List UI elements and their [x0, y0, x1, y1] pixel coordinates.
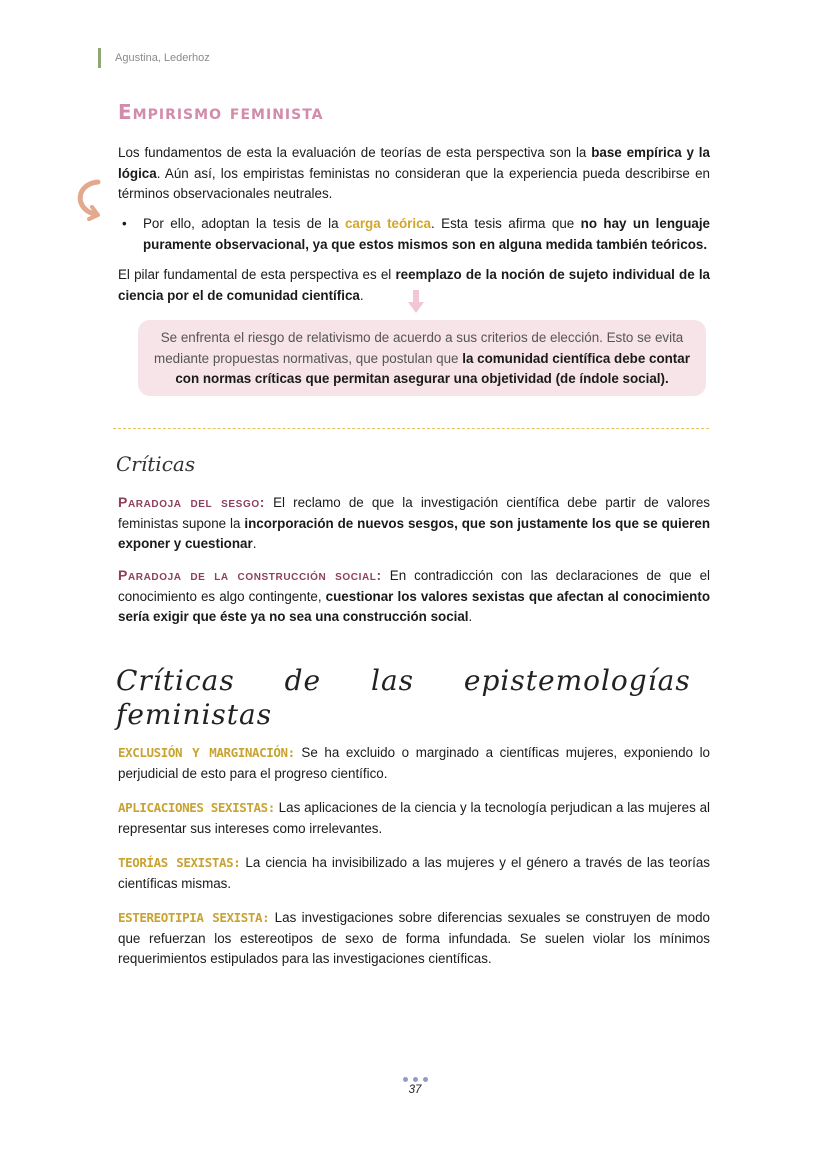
- epistemology-item: ESTEREOTIPIA SEXISTA: Las investigaciones sobre diferencias sexuales se construyen de modo que refuerzan los estereotipos de sexo de forma infundada. Se suelen violar los mínimos requerimientos estipulados para las investigaciones científicas.: [118, 910, 710, 966]
- divider: [113, 428, 709, 429]
- criticas-heading: Críticas: [116, 452, 196, 476]
- highlight-term: carga teórica: [344, 216, 432, 231]
- critique-label: Paradoja del sesgo:: [118, 494, 265, 510]
- critique-item: Paradoja del sesgo: El reclamo de que la investigación científica debe partir de valores feministas supone la incorporación de nuevos sesgos, que son justamente los que se quieren exponer y cuestionar.: [118, 494, 710, 551]
- curved-arrow-icon: [72, 176, 106, 222]
- list-item: • Por ello, adoptan la tesis de la carga teórica. Esta tesis afirma que no hay un lenguaje puramente observacional, ya que estos mismos son en alguna medida también teóricos.: [122, 216, 710, 252]
- item-label: APLICACIONES SEXISTAS:: [118, 800, 275, 815]
- bullet-icon: •: [122, 216, 127, 231]
- epistemology-item: APLICACIONES SEXISTAS: Las aplicaciones de la ciencia y la tecnología perjudican a las mujeres al representar sus intereses como irrelevantes.: [118, 800, 710, 836]
- pillar-paragraph: El pilar fundamental de esta perspectiva es el reemplazo de la noción de sujeto individual de la ciencia por el de comunidad científica.: [118, 267, 711, 303]
- epistemologias-heading: Críticas de las epistemologías feministas: [116, 664, 691, 731]
- item-label: ESTEREOTIPIA SEXISTA:: [118, 910, 270, 925]
- intro-paragraph: Los fundamentos de esta la evaluación de teorías de esta perspectiva son la base empírica y la lógica. Aún así, los empiristas feministas no consideran que la experiencia pueda describirse en términos observacionales neutrales.: [118, 145, 710, 201]
- item-label: EXCLUSIÓN Y MARGINACIÓN:: [118, 745, 295, 760]
- author-name: Agustina, Lederhoz: [115, 52, 210, 64]
- page-header: [98, 48, 210, 68]
- down-arrow-icon: [408, 290, 424, 314]
- callout-box: Se enfrenta el riesgo de relativismo de acuerdo a sus criterios de elección. Esto se evita mediante propuestas normativas, que postulan que la comunidad científica debe contar con normas críticas que permitan asegurar una objetividad (de índole social).: [138, 320, 706, 396]
- epistemology-item: TEORÍAS SEXISTAS: La ciencia ha invisibilizado a las mujeres y el género a través de las teorías científicas mismas.: [118, 855, 710, 891]
- critique-item: Paradoja de la construcción social: En contradicción con las declaraciones de que el conocimiento es algo contingente, cuestionar los valores sexistas que afectan al conocimiento sería exigir que éste ya no sea una construcción social.: [118, 567, 711, 624]
- critique-label: Paradoja de la construcción social:: [118, 567, 382, 583]
- page-number: 37: [408, 1084, 422, 1096]
- section-title: Empirismo feminista: [118, 100, 324, 124]
- item-label: TEORÍAS SEXISTAS:: [118, 855, 241, 870]
- epistemology-item: EXCLUSIÓN Y MARGINACIÓN: Se ha excluido o marginado a científicas mujeres, exponiendo lo perjudicial de esto para el progreso científico.: [118, 745, 711, 781]
